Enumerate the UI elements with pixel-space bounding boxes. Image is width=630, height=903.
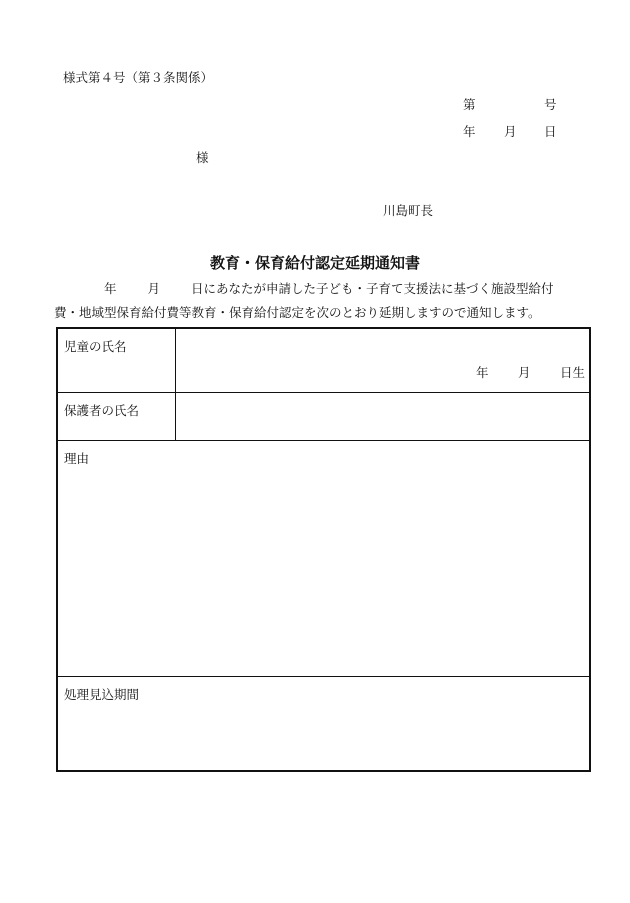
processing-period-label: 処理見込期間: [64, 687, 140, 702]
child-birth-date: [476, 363, 585, 381]
guardian-name-row: [58, 393, 589, 441]
recipient-honorific: 様: [196, 150, 209, 165]
child-name-row: [58, 329, 589, 393]
document-number-prefix: 第: [463, 97, 476, 112]
birth-month: 月: [517, 365, 531, 380]
issue-date-day: 日: [544, 124, 557, 139]
reason-label: 理由: [64, 451, 90, 466]
guardian-name-label-cell: [58, 393, 176, 440]
intro-line1: 日にあなたが申請した子ども・子育て支援法に基づく施設型給付: [191, 281, 554, 296]
child-name-label: 児童の氏名: [64, 339, 127, 354]
issue-date-month: 月: [504, 124, 517, 139]
processing-period-row: [58, 677, 589, 770]
intro-year: 年: [104, 281, 117, 296]
issue-date-year: 年: [463, 124, 476, 139]
document-number-suffix: 号: [544, 97, 557, 112]
form-number: 様式第４号（第３条関係）: [63, 70, 214, 85]
guardian-name-label: 保護者の氏名: [64, 403, 140, 418]
birth-day: 日生: [559, 365, 585, 380]
issuer-name: 川島町長: [383, 203, 434, 218]
birth-year: 年: [475, 365, 489, 380]
child-name-label-cell: [58, 329, 176, 392]
intro-paragraph: [54, 277, 590, 325]
notice-table: [56, 327, 591, 772]
reason-row: [58, 441, 589, 677]
intro-line2: 費・地域型保育給付費等教育・保育給付認定を次のとおり延期しますので通知します。: [54, 305, 541, 320]
document-title: 教育・保育給付認定延期通知書: [209, 254, 420, 272]
intro-month: 月: [147, 281, 161, 296]
